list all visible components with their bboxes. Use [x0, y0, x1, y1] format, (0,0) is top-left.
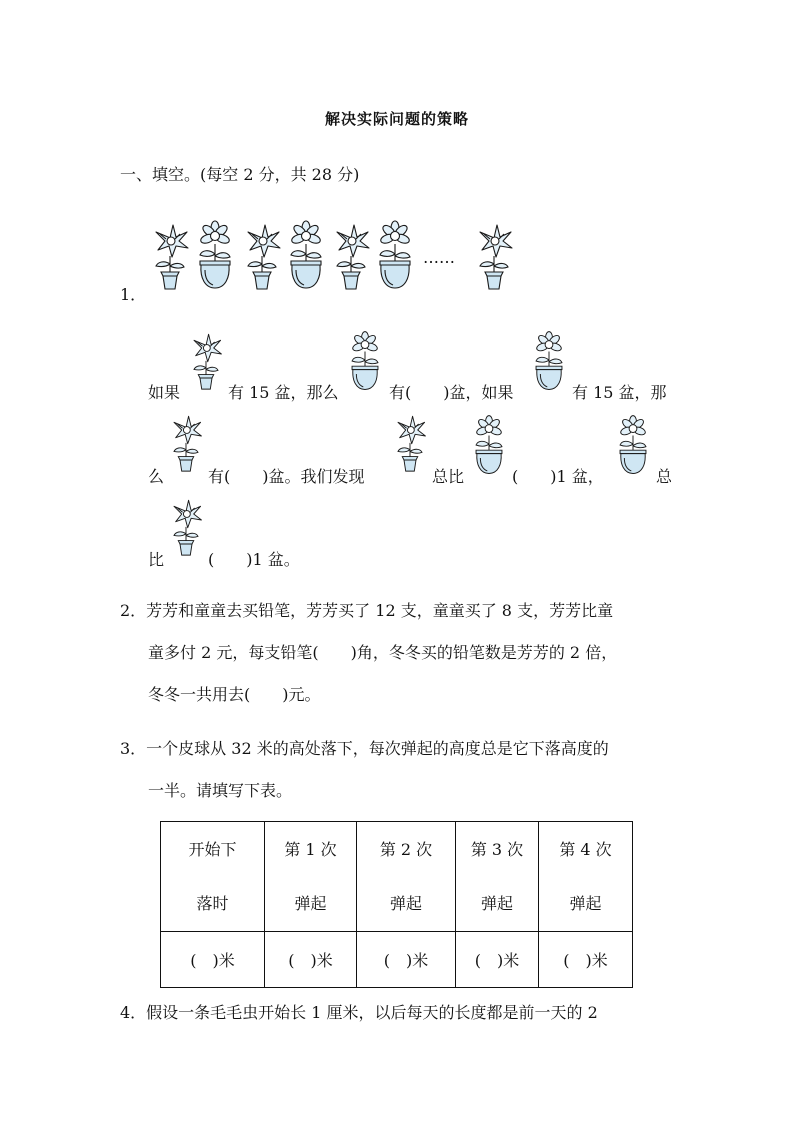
question-2-line: 2．芳芳和童童去买铅笔，芳芳买了 12 支，童童买了 8 支，芳芳比童: [120, 601, 614, 620]
answer-blank-cell[interactable]: ( )米: [539, 932, 633, 988]
answer-blank-cell[interactable]: ( )米: [161, 932, 265, 988]
round-flower-pot-icon: [614, 414, 652, 476]
star-flower-pot-icon: [188, 330, 224, 390]
section-heading: 一、填空。(每空 2 分，共 28 分): [120, 165, 360, 184]
star-flower-pot-icon: [474, 220, 514, 290]
q1-text: 有 15 盆，那: [572, 383, 667, 402]
round-flower-pot-icon: [470, 414, 508, 476]
answer-blank-cell[interactable]: ( )米: [357, 932, 456, 988]
q1-text: 有( )盆，如果: [389, 383, 514, 402]
table-header-cell: 第 2 次 弹起: [357, 822, 456, 932]
answer-blank-cell[interactable]: ( )米: [456, 932, 539, 988]
table-header-cell: 第 4 次 弹起: [539, 822, 633, 932]
round-flower-pot-icon: [373, 220, 417, 290]
q1-text: 总比: [432, 467, 465, 486]
bounce-height-table: [160, 821, 633, 988]
page-title: 解决实际问题的策略: [324, 110, 469, 128]
round-flower-pot-icon: [193, 220, 237, 290]
star-flower-pot-icon: [168, 412, 204, 472]
table-header-cell: 开始下 落时: [161, 822, 265, 932]
round-flower-pot-icon: [530, 330, 568, 392]
q1-text: 总: [656, 467, 673, 486]
answer-blank-cell[interactable]: ( )米: [265, 932, 357, 988]
q1-text: 有( )盆。我们发现: [208, 467, 365, 486]
star-flower-pot-icon: [168, 496, 204, 556]
question-number: 1．: [120, 285, 147, 304]
q1-text: 有 15 盆，那么: [228, 383, 339, 402]
table-header-row: [161, 822, 633, 932]
q1-text: ( )1 盆。: [208, 550, 300, 569]
star-flower-pot-icon: [392, 412, 428, 472]
q1-text: 么: [148, 467, 165, 486]
question-4-line: 4．假设一条毛毛虫开始长 1 厘米，以后每天的长度都是前一天的 2: [120, 1003, 598, 1022]
question-3-line: 一半。请填写下表。: [148, 781, 293, 800]
table-header-cell: 第 3 次 弹起: [456, 822, 539, 932]
round-flower-pot-icon: [284, 220, 328, 290]
ellipsis: ……: [423, 248, 455, 267]
q1-text: 如果: [148, 383, 181, 402]
question-2-line: 冬冬一共用去( )元。: [148, 685, 321, 704]
q1-text: 比: [148, 550, 165, 569]
q1-text: ( )1 盆，: [512, 467, 604, 486]
table-header-cell: 第 1 次 弹起: [265, 822, 357, 932]
star-flower-pot-icon: [150, 220, 190, 290]
star-flower-pot-icon: [242, 220, 282, 290]
star-flower-pot-icon: [331, 220, 371, 290]
table-row: [161, 932, 633, 988]
round-flower-pot-icon: [346, 330, 384, 392]
question-2-line: 童多付 2 元，每支铅笔( )角，冬冬买的铅笔数是芳芳的 2 倍，: [148, 643, 618, 662]
question-3-line: 3．一个皮球从 32 米的高处落下，每次弹起的高度总是它下落高度的: [120, 739, 609, 758]
